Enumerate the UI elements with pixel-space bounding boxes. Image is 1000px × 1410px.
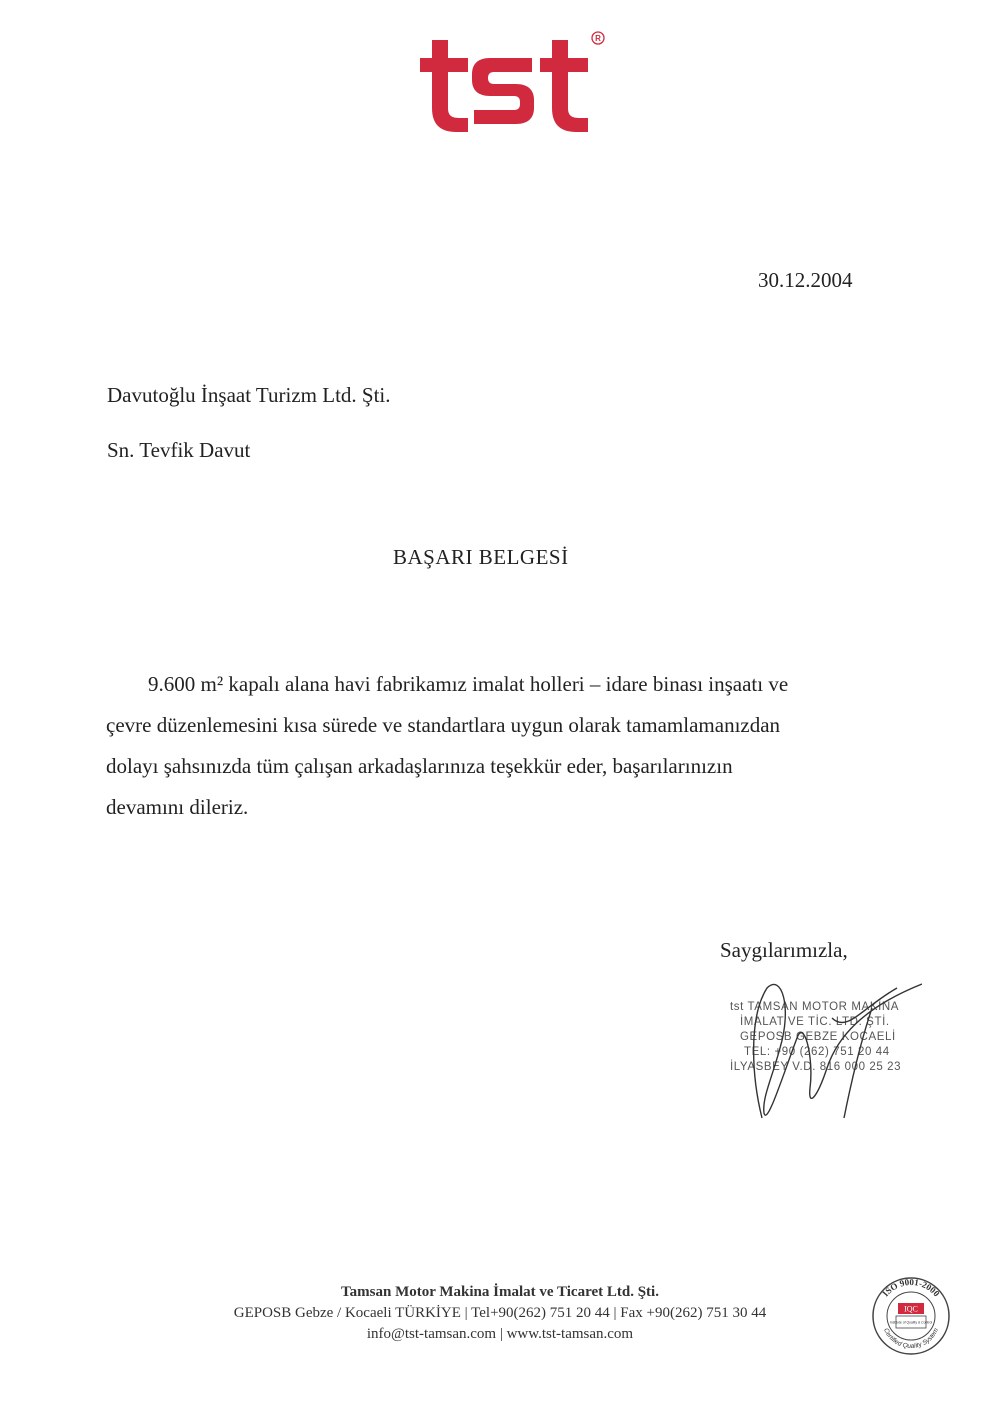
svg-text:Certified Quality System [882,1327,940,1350]
stamp-line: TEL: +90 (262) 751 20 44 [744,1046,890,1058]
iso-center-text: IQC [904,1304,918,1314]
company-stamp [722,978,922,1128]
letter-date: 30.12.2004 [758,268,853,292]
iso-certification-seal [870,1275,952,1357]
signature-icon [722,978,922,1128]
stamp-line: GEPOSB GEBZE KOCAELİ [740,1031,896,1043]
letter-body [106,664,896,828]
footer-contact: info@tst-tamsan.com | www.tst-tamsan.com [366,1326,634,1342]
company-logo [412,30,612,140]
footer-company: Tamsan Motor Makina İmalat ve Ticaret Ltd. Şti. [341,1284,659,1300]
body-line: 9.600 m² kapalı alana havi fabrikamız imalat holleri – idare binası inşaatı ve [148,672,789,696]
closing-salutation: Saygılarımızla, [720,938,848,962]
stamp-line: İMALAT VE TİC. LTD. ŞTİ. [740,1016,890,1028]
svg-text:R: R [595,34,601,43]
stamp-line: İLYASBEY V.D. 816 000 25 23 [730,1061,902,1073]
body-line: dolayı şahsınızda tüm çalışan arkadaşlarınıza teşekkür eder, başarılarınızın [106,754,733,778]
iso-top-text: ISO 9001-2000 [880,1276,942,1299]
iso-seal-icon [870,1275,952,1357]
iso-center-sub: Institute of Quality & Control [889,1320,933,1325]
body-line: devamını dileriz. [106,795,249,819]
iso-bottom-text: Certified Quality System [881,1327,941,1351]
document-title: BAŞARI BELGESİ [393,545,569,569]
stamp-line: tst TAMSAN MOTOR MAKİNA [730,1001,900,1013]
body-line: çevre düzenlemesini kısa sürede ve standartlara uygun olarak tamamlamanızdan [106,713,781,737]
letter-footer [200,1282,800,1345]
tst-logo-icon [412,30,612,140]
svg-text:ISO 9001-2000 [880,1277,942,1299]
recipient-person: Sn. Tevfik Davut [107,438,251,462]
recipient-company: Davutoğlu İnşaat Turizm Ltd. Şti. [107,383,391,407]
footer-address: GEPOSB Gebze / Kocaeli TÜRKİYE | Tel+90(262) 751 20 44 | Fax +90(262) 751 30 44 [233,1305,767,1321]
